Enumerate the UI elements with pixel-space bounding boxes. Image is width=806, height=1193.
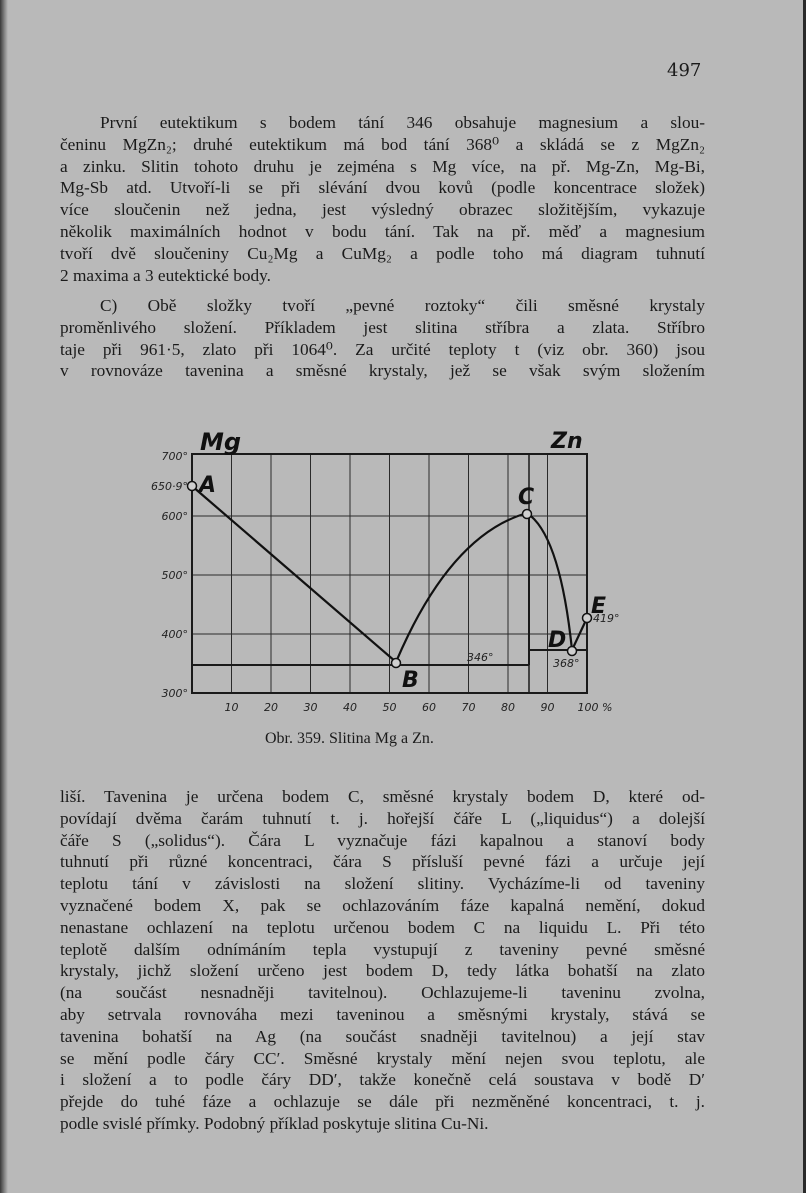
text-line: podle svislé přímky. Podobný příklad poskytuje slitina Cu-Ni. xyxy=(60,1113,489,1133)
svg-text:100 %: 100 % xyxy=(577,701,613,714)
text-line: tavenina bohatší na Ag (na součást snadněji tavitelnou) a její stav xyxy=(60,1026,705,1046)
text-line: a zinku. Slitin tohoto druhu je zejména s Mg více, na př. Mg-Zn, Mg-Bi, xyxy=(60,156,705,176)
svg-text:30: 30 xyxy=(303,701,318,714)
text-line: se mění podle čáry CC′. Směsné krystaly mění nejen svou teplotu, ale xyxy=(60,1048,705,1068)
paragraph-solid-solutions xyxy=(60,295,705,382)
text-line: tvoří dvě sloučeniny Cu₂Mg a CuMg₂ a podle toho má diagram tuhnutí xyxy=(60,243,705,263)
figure-caption: Obr. 359. Slitina Mg a Zn. xyxy=(265,730,434,747)
text-line: liší. Tavenina je určena bodem C, směsné krystaly bodem D, které od- xyxy=(60,787,705,806)
text-line: taje při 961·5, zlato při 1064⁰. Za určité teploty t (viz obr. 360) jsou xyxy=(60,339,705,359)
component-label-zn: Zn xyxy=(551,429,583,454)
point-b xyxy=(392,659,401,668)
svg-text:419°: 419° xyxy=(593,612,620,625)
svg-text:70: 70 xyxy=(461,701,476,714)
text-line: aby setrvala rovnováha mezi taveninou a směsnými krystaly, stává se xyxy=(60,1004,705,1024)
text-line: Mg-Sb atd. Utvoří-li se při slévání dvou kovů (podle koncentrace složek) xyxy=(60,178,705,198)
svg-text:346°: 346° xyxy=(467,651,494,664)
text-line: (na součást nesnadněji tavitelnou). Ochlazujeme-li taveninu zvolna, xyxy=(60,983,705,1003)
svg-text:50: 50 xyxy=(382,701,397,714)
svg-text:20: 20 xyxy=(264,701,278,714)
label-c: C xyxy=(518,485,535,510)
svg-text:60: 60 xyxy=(422,701,436,714)
point-a xyxy=(188,482,197,491)
text-line: tuhnutí při různé koncentraci, čára S přísluší pevné fázi a určuje její xyxy=(60,852,705,872)
label-b: B xyxy=(402,668,419,693)
svg-text:40: 40 xyxy=(343,701,357,714)
text-line: 2 maxima a 3 eutektické body. xyxy=(60,265,271,285)
svg-text:90: 90 xyxy=(540,701,555,714)
text-line: vyznačené bodem X, pak se ochlazováním fáze kapalná nemění, dokud xyxy=(60,895,705,915)
text-line: proměnlivého složení. Příkladem jest slitina stříbra a zlata. Stříbro xyxy=(60,317,705,337)
text-line: krystaly, jichž složení určeno jest bodem D, tedy látka bohatší na zlato xyxy=(60,961,705,981)
text-line: První eutektikum s bodem tání 346 obsahuje magnesium a slou- xyxy=(100,113,705,132)
label-d: D xyxy=(548,628,567,653)
point-c xyxy=(523,510,532,519)
svg-text:650·9°: 650·9° xyxy=(151,480,188,493)
text-line: čáře S („solidus“). Čára L vyznačuje fázi kapalnou a stanoví body xyxy=(60,830,705,850)
svg-text:368°: 368° xyxy=(553,657,580,670)
point-d xyxy=(568,647,577,656)
phase-diagram-svg xyxy=(130,425,650,725)
text-line: přejde do tuhé fáze a ochlazuje se dále při nezměněné koncentraci, t. j. xyxy=(60,1092,705,1112)
svg-text:80: 80 xyxy=(501,701,515,714)
text-line: nenastane ochlazení na teplotu určenou bodem C na liquidu L. Při této xyxy=(60,917,705,937)
paragraph-liquidus-solidus xyxy=(60,786,705,1135)
svg-text:400°: 400° xyxy=(161,628,188,641)
label-a: A xyxy=(199,473,217,498)
page-edge-shadow xyxy=(0,0,8,1193)
phase-diagram-figure xyxy=(130,425,650,725)
svg-text:500°: 500° xyxy=(161,569,188,582)
text-line: teplotu tání v závislosti na složení slitiny. Vycházíme-li od taveniny xyxy=(60,874,705,894)
y-axis-labels xyxy=(151,450,188,700)
svg-text:300°: 300° xyxy=(161,687,188,700)
component-label-mg: Mg xyxy=(200,428,242,456)
text-line: teplotě dalším odnímáním tepla vystupují z taveniny pevné směsné xyxy=(60,939,705,959)
text-line: více sloučenin než jedna, jest výsledný obrazec složitějším, vykazuje xyxy=(60,200,705,220)
text-line: v rovnováze tavenina a směsné krystaly, jež se však svým složením xyxy=(60,361,705,381)
text-line: povídají dvěma čarám tuhnutí t. j. hořejší čáře L („liquidus“) a dolejší xyxy=(60,808,705,828)
page-number: 497 xyxy=(667,60,702,81)
svg-text:10: 10 xyxy=(224,701,239,714)
svg-text:600°: 600° xyxy=(161,510,188,523)
text-line: i složení a to podle čáry DD′, takže konečně celá soustava v bodě D′ xyxy=(60,1070,705,1090)
paragraph-eutectics xyxy=(60,112,705,286)
svg-text:700°: 700° xyxy=(161,450,188,463)
text-line: čeninu MgZn₂; druhé eutektikum má bod tání 368⁰ a skládá se z MgZn₂ xyxy=(60,134,705,154)
temperature-annotations xyxy=(467,612,620,670)
text-line: několik maximálních hodnot v bodu tání. Tak na př. měď a magnesium xyxy=(60,221,705,241)
label-e: E xyxy=(591,594,607,619)
x-axis-labels xyxy=(225,701,613,714)
text-line: C) Obě složky tvoří „pevné roztoky“ čili směsné krystaly xyxy=(100,296,705,315)
